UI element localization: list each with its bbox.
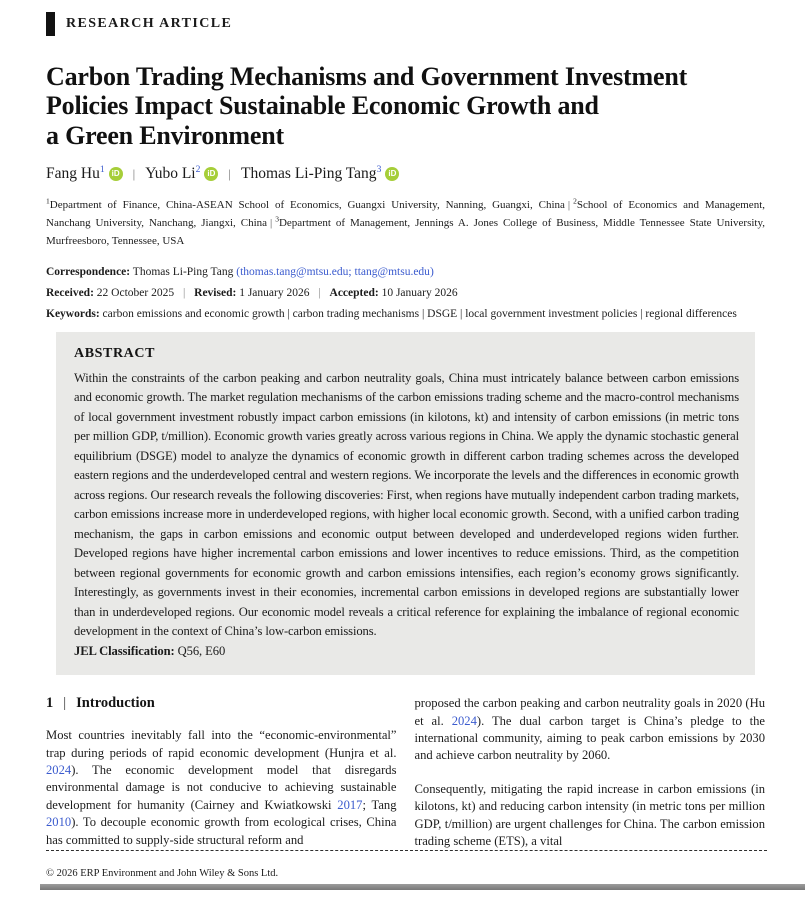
- citation-link[interactable]: 2017: [337, 797, 363, 812]
- author-3-name: Thomas Li-Ping Tang: [241, 165, 377, 183]
- orcid-icon[interactable]: [385, 167, 399, 181]
- citation-link[interactable]: 2024: [451, 713, 477, 728]
- intro-paragraph-left: [46, 727, 397, 849]
- paren-open: (: [236, 265, 241, 278]
- kicker-bar-icon: [46, 12, 55, 36]
- correspondence-line: [46, 266, 765, 278]
- text-segment: proposed the carbon peaking and carbon neutrality goals in 2020 (Hu et al.: [414, 696, 765, 728]
- author-2-affiliation-sup: 2: [195, 163, 201, 175]
- abstract-body: Within the constraints of the carbon peaking and carbon neutrality goals, China must intricately balance between carbon emissions and economic growth. The market regulation mechanisms of the carbon emissions trading scheme and the macro-control mechanisms of local government investment robustly impact carbon emissions (in kilotons, kt) and intensity of carbon emissions (in metric tons per million GDP, t/million). Economic growth varies greatly across various regions in China. We apply the dynamic stochastic general equilibrium (DSGE) model to analyze the dynamics of economic growth in different carbon trading schemes across the developed eastern regions and the underdeveloped central and western regions. We incorporate the levels and the differences in economic growth across regions. Our research reveals the following discoveries: First, when regions have mutually independent carbon trading markets, carbon emissions increase more in underdeveloped regions, with higher local economic growth. Second, with a unified carbon trading mechanism, the gaps in carbon emissions and economic output between developed and underdeveloped regions widen further. Developed regions have higher incremental carbon emissions and lower incentives to reduce emissions. Third, as the competition between regional governments for economic growth and carbon emissions intensifies, each region’s economy grows significantly. Interestingly, as governments invest in their economies, incremental carbon emissions in developed regions are substantially lower than in underdeveloped regions. Our economic model reveals a critical reference for explaining the imbalance of regional economic development in the context of China’s low-carbon emissions.: [74, 370, 739, 639]
- author-separator: |: [132, 166, 136, 182]
- author-separator: |: [228, 166, 232, 182]
- email-separator: ;: [348, 265, 355, 278]
- intro-paragraph-right-2: Consequently, mitigating the rapid increase in carbon emissions (in kilotons, kt) and reducing carbon intensity (in metric tons per million GDP, t/million) are urgent challenges for China. The carbon emission trading scheme (ETS), a vital: [414, 781, 765, 848]
- history-separator: |: [182, 286, 186, 299]
- orcid-icon-label: iD: [207, 169, 216, 179]
- abstract-heading: ABSTRACT: [74, 345, 156, 361]
- abstract-box: [56, 332, 755, 676]
- jel-label: JEL Classification:: [74, 643, 175, 658]
- accepted-label: Accepted:: [329, 286, 379, 299]
- orcid-icon[interactable]: [109, 167, 123, 181]
- title-line-3: a Green Environment: [46, 120, 284, 150]
- author-1-name: Fang Hu: [46, 165, 100, 183]
- orcid-icon[interactable]: [204, 167, 218, 181]
- page-edge-bar: [40, 884, 805, 890]
- paren-close: ): [429, 265, 434, 278]
- article-title: [46, 62, 746, 150]
- author-list: [46, 165, 765, 183]
- footer-divider: [46, 850, 767, 851]
- text-segment: ). To decouple economic growth from ecological crises, China has committed to supply-side structural reform and: [46, 815, 397, 847]
- keywords-line: [46, 308, 765, 320]
- author-1: [46, 165, 123, 183]
- history-line: [46, 287, 765, 299]
- accepted-date: 10 January 2026: [381, 286, 458, 299]
- text-segment: ). The economic development model that disregards environmental damage is not conducive to achieving sustainable development for humanity (Cairney and Kwiatkowski: [46, 763, 397, 812]
- affiliation-2-sup: 2: [573, 196, 577, 206]
- orcid-icon-label: iD: [388, 169, 397, 179]
- keywords-label: Keywords:: [46, 307, 100, 320]
- correspondence-label: Correspondence:: [46, 265, 131, 278]
- revised-date: 1 January 2026: [239, 286, 310, 299]
- orcid-icon-label: iD: [111, 169, 120, 179]
- page-footer: [0, 850, 807, 909]
- received-date: 22 October 2025: [96, 286, 175, 299]
- email-link-2[interactable]: ttang@mtsu.edu: [354, 265, 430, 278]
- jel-classification: [74, 642, 739, 662]
- citation-link[interactable]: 2010: [46, 815, 72, 830]
- affiliation-2-text: School of Economics and Management, Nanchang University, Nanchang, Jiangxi, China: [46, 199, 765, 229]
- received-label: Received:: [46, 286, 94, 299]
- text-segment: ). The dual carbon target is China’s pledge to the international community, aiming to peak carbon emissions by 2030 and achieve carbon neutrality by 2060.: [414, 713, 765, 763]
- section-heading-introduction: [46, 695, 397, 712]
- affiliation-3-text: Department of Management, Jennings A. Jones College of Business, Middle Tennessee State University, Murfreesboro, Tennessee, USA: [46, 216, 765, 247]
- affiliation-1-sup: 1: [46, 196, 50, 206]
- email-link-1[interactable]: thomas.tang@mtsu.edu: [240, 265, 349, 278]
- introduction-section: [46, 695, 765, 850]
- kicker-label: RESEARCH ARTICLE: [66, 16, 233, 31]
- author-2: [145, 165, 218, 183]
- section-heading-divider: |: [63, 695, 67, 712]
- intro-left-column: [46, 695, 397, 850]
- affiliations: [46, 197, 765, 250]
- affiliation-separator: |: [270, 216, 273, 229]
- author-3: [241, 165, 399, 183]
- citation-link[interactable]: 2024: [46, 763, 72, 778]
- author-3-affiliation-sup: 3: [376, 163, 382, 175]
- revised-label: Revised:: [194, 286, 237, 299]
- section-title: Introduction: [76, 695, 155, 712]
- section-number: 1: [46, 695, 54, 712]
- jel-value: Q56, E60: [177, 643, 226, 658]
- intro-right-column: [415, 695, 766, 850]
- affiliation-separator: |: [567, 199, 571, 212]
- affiliation-1-text: Department of Finance, China-ASEAN School of Economics, Guangxi University, Nanning, Guangxi, China: [49, 199, 565, 212]
- title-line-1: Carbon Trading Mechanisms and Government Investment: [46, 62, 688, 91]
- history-separator: |: [318, 286, 321, 299]
- copyright-notice: © 2026 ERP Environment and John Wiley & Sons Ltd.: [46, 868, 279, 880]
- correspondence-name: Thomas Li-Ping Tang: [132, 265, 234, 278]
- text-segment: Most countries inevitably fall into the “economic-environmental” trap during periods of rapid economic development (Hunjra et al.: [46, 728, 397, 760]
- affiliation-3-sup: 3: [275, 214, 279, 224]
- keywords-text: carbon emissions and economic growth | carbon trading mechanisms | DSGE | local government investment policies | regional differences: [102, 307, 737, 320]
- author-2-name: Yubo Li: [145, 165, 196, 183]
- title-line-2: Policies Impact Sustainable Economic Growth and: [46, 91, 599, 121]
- correspondence-emails: [236, 266, 434, 278]
- kicker: [46, 12, 765, 36]
- text-segment: ; Tang: [362, 797, 397, 812]
- intro-paragraph-right-1: [415, 695, 766, 765]
- author-1-affiliation-sup: 1: [99, 163, 105, 175]
